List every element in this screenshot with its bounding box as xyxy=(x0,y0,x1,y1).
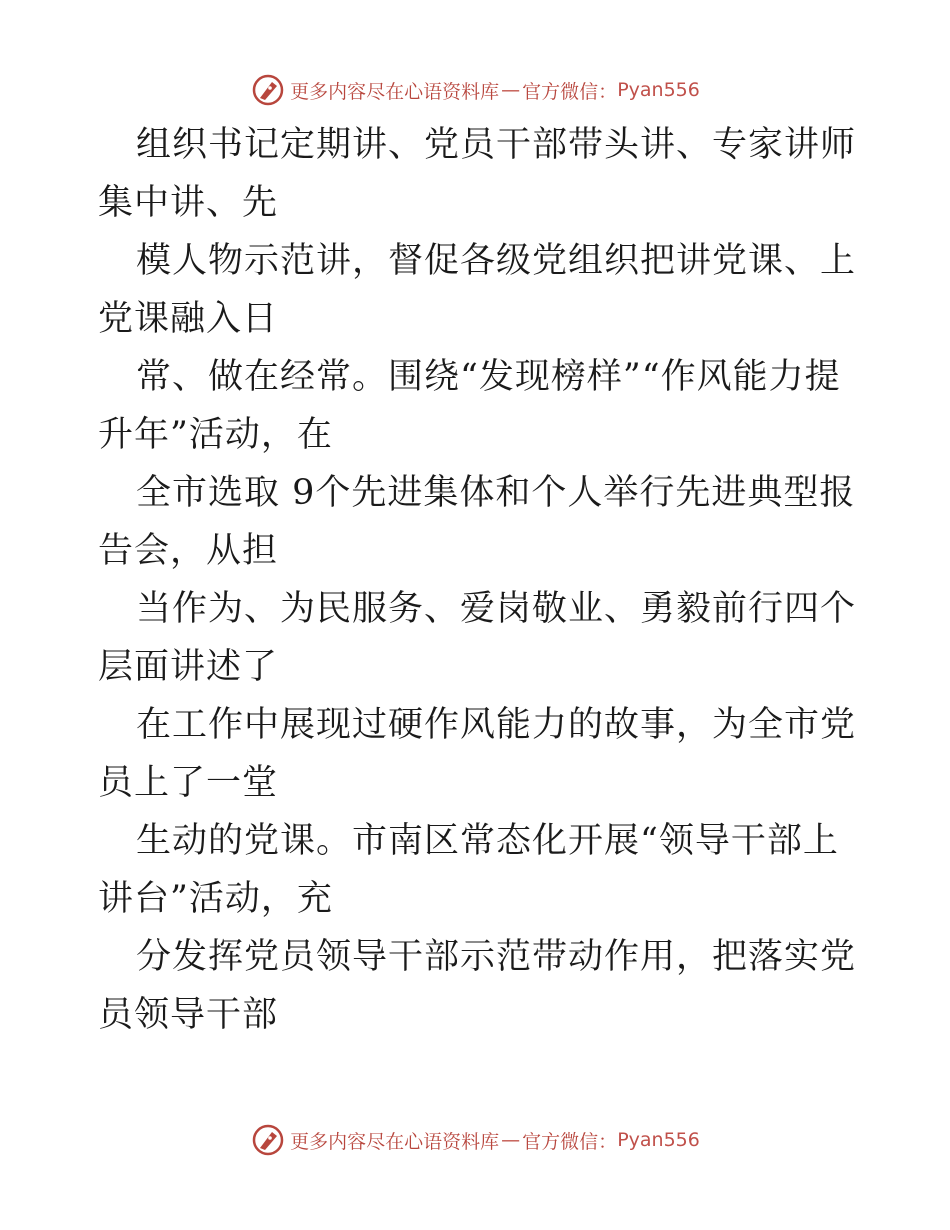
banner-wechat-id: Pyan556 xyxy=(617,79,700,101)
banner-wechat-label: 官方微信： xyxy=(522,80,618,103)
header-banner xyxy=(0,70,950,110)
pen-nib-logo-icon xyxy=(250,1122,286,1158)
paragraph: 当作为、为民服务、爱岗敬业、勇毅前行四个层面讲述了 xyxy=(98,589,857,687)
paragraph: 常、做在经常。围绕“发现榜样”“作风能力提升年”活动，在 xyxy=(98,357,841,455)
paragraph: 组织书记定期讲、党员干部带头讲、专家讲师集中讲、先 xyxy=(98,125,857,223)
banner-text: 更多内容尽在心语资料库 xyxy=(290,1130,500,1153)
banner-separator: — xyxy=(501,1129,521,1151)
pen-nib-logo-icon xyxy=(250,72,286,108)
banner-separator: — xyxy=(501,79,521,101)
paragraph: 模人物示范讲，督促各级党组织把讲党课、上党课融入日 xyxy=(98,241,857,339)
banner-wechat-id: Pyan556 xyxy=(617,1129,700,1151)
document-body xyxy=(98,116,858,1044)
paragraph: 全市选取 9个先进集体和个人举行先进典型报告会，从担 xyxy=(98,473,856,571)
footer-banner xyxy=(0,1120,950,1160)
paragraph: 在工作中展现过硬作风能力的故事，为全市党员上了一堂 xyxy=(98,705,857,803)
paragraph: 分发挥党员领导干部示范带动作用，把落实党员领导干部 xyxy=(98,937,857,1035)
banner-wechat-label: 官方微信： xyxy=(522,1130,618,1153)
banner-text: 更多内容尽在心语资料库 xyxy=(290,80,500,103)
paragraph: 生动的党课。市南区常态化开展“领导干部上讲台”活动，充 xyxy=(98,821,839,919)
